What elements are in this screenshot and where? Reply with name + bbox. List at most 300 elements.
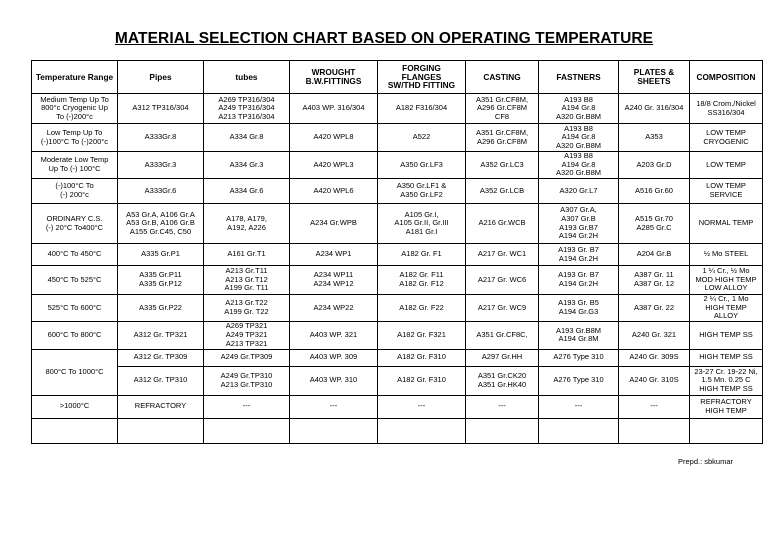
header-forging-flanges-line: FORGING bbox=[402, 63, 441, 74]
fastners-cell bbox=[539, 124, 619, 152]
forging-flanges-line: A182 Gr. F321 bbox=[397, 329, 446, 339]
plates-sheets-cell bbox=[619, 152, 690, 179]
tubes-line: A213 Gr.T12 bbox=[225, 274, 268, 284]
forging-flanges-cell bbox=[378, 204, 466, 244]
tubes-cell bbox=[204, 321, 290, 349]
fastners-line: A193 B8 bbox=[564, 123, 593, 133]
tubes-cell bbox=[204, 204, 290, 244]
wrought-fittings-line: A420 WPL3 bbox=[313, 159, 354, 169]
fastners-cell bbox=[539, 152, 619, 179]
casting-cell bbox=[466, 349, 539, 366]
forging-flanges-cell bbox=[378, 94, 466, 124]
composition-line: 23-27 Cr. 19-22 Ni, bbox=[694, 366, 758, 376]
wrought-fittings-line: A234 Gr.WPB bbox=[310, 218, 357, 228]
forging-flanges-line: A182 Gr. F11 bbox=[399, 270, 444, 280]
table-row bbox=[32, 152, 763, 179]
wrought-fittings-cell bbox=[290, 152, 378, 179]
temperature-range-line: 525°C To 600°C bbox=[47, 302, 102, 312]
casting-cell bbox=[466, 395, 539, 418]
pipes-line: A333Gr.3 bbox=[144, 159, 177, 169]
pipes-line: A312 Gr. TP310 bbox=[133, 375, 188, 385]
wrought-fittings-line: A403 WP. 321 bbox=[309, 329, 358, 339]
plates-sheets-cell bbox=[619, 124, 690, 152]
header-wrought-fittings-line: WROUGHT bbox=[311, 67, 356, 78]
temperature-range-cell bbox=[32, 266, 118, 295]
tubes-line: A249 Gr.TP310 bbox=[220, 371, 273, 381]
wrought-fittings-line: A403 WP. 309 bbox=[309, 352, 358, 362]
plates-sheets-line: A516 Gr.60 bbox=[635, 185, 673, 195]
wrought-fittings-cell bbox=[290, 204, 378, 244]
pipes-line: A312 Gr. TP309 bbox=[133, 352, 188, 362]
composition-line: 1.5 Mn. 0.25 C bbox=[701, 375, 751, 385]
composition-cell bbox=[690, 94, 763, 124]
fastners-line: A276 Type 310 bbox=[553, 375, 604, 385]
temperature-range-line: >1000°C bbox=[59, 401, 90, 411]
casting-line: CF8 bbox=[494, 111, 510, 121]
table-row bbox=[32, 395, 763, 418]
tubes-line: A178, A179, bbox=[226, 213, 267, 223]
casting-line: --- bbox=[498, 401, 506, 411]
casting-cell bbox=[466, 366, 539, 395]
material-selection-table bbox=[31, 60, 763, 444]
forging-flanges-cell bbox=[378, 295, 466, 322]
tubes-cell bbox=[204, 94, 290, 124]
tubes-line: A213 TP316/304 bbox=[218, 111, 275, 121]
forging-flanges-cell bbox=[378, 418, 466, 443]
casting-cell bbox=[466, 295, 539, 322]
tubes-cell bbox=[204, 349, 290, 366]
pipes-cell bbox=[118, 124, 204, 152]
header-casting bbox=[466, 61, 539, 94]
forging-flanges-line: A182 Gr. F12 bbox=[399, 279, 444, 288]
wrought-fittings-cell bbox=[290, 266, 378, 295]
fastners-line: A276 Type 310 bbox=[553, 352, 604, 362]
casting-line: A351 Gr.CF8M, bbox=[475, 94, 529, 104]
tubes-cell bbox=[204, 124, 290, 152]
tubes-line: A249 Gr.TP309 bbox=[220, 352, 273, 362]
plates-sheets-cell bbox=[619, 395, 690, 418]
temperature-range-cell bbox=[32, 418, 118, 443]
composition-cell bbox=[690, 204, 763, 244]
casting-line: A296 Gr.CF8M bbox=[476, 103, 528, 113]
forging-flanges-cell bbox=[378, 244, 466, 266]
fastners-line: A194 Gr.8M bbox=[558, 334, 599, 344]
temperature-range-cell bbox=[32, 295, 118, 322]
pipes-cell bbox=[118, 94, 204, 124]
forging-flanges-cell bbox=[378, 152, 466, 179]
temperature-range-cell bbox=[32, 124, 118, 152]
fastners-line: A320 Gr.B8M bbox=[555, 111, 602, 121]
composition-cell bbox=[690, 244, 763, 266]
wrought-fittings-line: A234 WP1 bbox=[315, 249, 352, 259]
composition-line: REFRACTORY bbox=[700, 397, 752, 407]
composition-line: LOW TEMP bbox=[706, 181, 746, 191]
table-row bbox=[32, 179, 763, 204]
wrought-fittings-line: A234 WP12 bbox=[313, 279, 354, 288]
temperature-range-line: (-) 200°c bbox=[60, 190, 89, 199]
header-plates-sheets-line: PLATES & bbox=[633, 67, 675, 78]
header-casting-line: CASTING bbox=[483, 71, 521, 82]
casting-line: A217 Gr. WC1 bbox=[477, 249, 527, 259]
forging-flanges-cell bbox=[378, 366, 466, 395]
fastners-cell bbox=[539, 349, 619, 366]
header-wrought-fittings-line: B.W.FITTINGS bbox=[305, 76, 362, 86]
header-forging-flanges-line: SW/THD FITTING bbox=[387, 80, 456, 91]
casting-line: A351 Gr.CF8C, bbox=[476, 329, 528, 339]
fastners-line: A320 Gr.B8M bbox=[555, 168, 602, 178]
pipes-cell bbox=[118, 179, 204, 204]
fastners-line: A194 Gr.G3 bbox=[558, 306, 599, 316]
casting-line: A351 Gr.CF8M, bbox=[475, 127, 529, 137]
tubes-cell bbox=[204, 244, 290, 266]
fastners-line: A307 Gr.B bbox=[561, 213, 596, 223]
composition-line: HIGH TEMP SS bbox=[699, 384, 753, 394]
header-plates-sheets-line: SHEETS bbox=[637, 76, 671, 86]
forging-flanges-cell bbox=[378, 124, 466, 152]
pipes-line: A53 Gr.A, A106 Gr.A bbox=[126, 209, 195, 219]
composition-line: ALLOY bbox=[713, 311, 739, 321]
header-pipes bbox=[118, 61, 204, 94]
pipes-line: A333Gr.6 bbox=[144, 185, 177, 195]
pipes-cell bbox=[118, 295, 204, 322]
header-fastners bbox=[539, 61, 619, 94]
forging-flanges-line: A105 Gr.II, Gr.III bbox=[394, 218, 449, 228]
tubes-line: A269 TP316/304 bbox=[218, 94, 275, 104]
table-row bbox=[32, 366, 763, 395]
table-row bbox=[32, 418, 763, 443]
fastners-line: A194 Gr.2H bbox=[558, 253, 599, 263]
header-composition bbox=[690, 61, 763, 94]
temperature-range-cell bbox=[32, 244, 118, 266]
pipes-line: A312 TP316/304 bbox=[132, 103, 189, 113]
temperature-range-line: 800°c Cryogenic Up bbox=[41, 103, 108, 113]
composition-cell bbox=[690, 395, 763, 418]
fastners-cell bbox=[539, 204, 619, 244]
temperature-range-line: 450°C To 525°C bbox=[47, 274, 102, 284]
wrought-fittings-line: A403 WP. 316/304 bbox=[302, 103, 365, 113]
temperature-range-cell bbox=[32, 179, 118, 204]
forging-flanges-line: A350 Gr.LF1 & bbox=[396, 181, 447, 191]
tubes-line: A213 Gr.T11 bbox=[225, 266, 268, 276]
tubes-cell bbox=[204, 179, 290, 204]
forging-flanges-line: A181 Gr.I bbox=[405, 226, 438, 236]
composition-line: SERVICE bbox=[709, 190, 743, 199]
header-tubes-line: tubes bbox=[235, 71, 258, 82]
fastners-cell bbox=[539, 179, 619, 204]
pipes-cell bbox=[118, 349, 204, 366]
tubes-cell bbox=[204, 366, 290, 395]
fastners-line: A193 Gr.B7 bbox=[559, 222, 598, 232]
temperature-range-line: (-)100°C To bbox=[55, 181, 94, 191]
plates-sheets-cell bbox=[619, 366, 690, 395]
header-row bbox=[32, 61, 763, 94]
forging-flanges-line: A182 Gr. F310 bbox=[397, 375, 446, 385]
temperature-range-line: Up To (-) 100°C bbox=[48, 164, 101, 173]
casting-line: A352 Gr.LCB bbox=[479, 185, 525, 195]
forging-flanges-line: A182 F316/304 bbox=[395, 103, 448, 113]
tubes-line: A161 Gr.T1 bbox=[227, 249, 266, 259]
temperature-range-line: (-) 20°C To400°C bbox=[45, 222, 104, 232]
temperature-range-line: Moderate Low Temp bbox=[40, 155, 109, 165]
wrought-fittings-line: --- bbox=[329, 401, 338, 411]
plates-sheets-cell bbox=[619, 94, 690, 124]
pipes-line: A53 Gr.B, A106 Gr.B bbox=[126, 218, 195, 228]
composition-line: MOD HIGH TEMP bbox=[695, 274, 757, 284]
composition-line: SS316/304 bbox=[707, 107, 745, 117]
forging-flanges-line: --- bbox=[417, 401, 426, 411]
composition-line: HIGH TEMP bbox=[705, 302, 747, 312]
forging-flanges-cell bbox=[378, 349, 466, 366]
prepared-by-note: Prepd.: sbkumar bbox=[678, 457, 734, 466]
table-row bbox=[32, 244, 763, 266]
composition-cell bbox=[690, 321, 763, 349]
plates-sheets-line: A240 Gr. 321 bbox=[631, 329, 677, 339]
tubes-line: --- bbox=[242, 401, 251, 411]
temperature-range-line: Medium Temp Up To bbox=[40, 94, 109, 104]
composition-line: HIGH TEMP bbox=[705, 405, 747, 415]
fastners-cell bbox=[539, 244, 619, 266]
forging-flanges-line: A350 Gr.LF2 bbox=[400, 190, 443, 199]
temperature-range-line: (-)100°C To (-)200°c bbox=[40, 136, 109, 146]
tubes-line: A334 Gr.6 bbox=[229, 185, 264, 195]
fastners-line: A194 Gr.8 bbox=[561, 103, 596, 113]
wrought-fittings-line: A403 WP. 310 bbox=[309, 375, 358, 385]
forging-flanges-line: A182 Gr. F1 bbox=[401, 249, 442, 259]
wrought-fittings-cell bbox=[290, 179, 378, 204]
wrought-fittings-cell bbox=[290, 244, 378, 266]
table-row bbox=[32, 204, 763, 244]
wrought-fittings-cell bbox=[290, 321, 378, 349]
fastners-line: A194 Gr.8 bbox=[561, 159, 596, 169]
tubes-line: A334 Gr.8 bbox=[229, 132, 264, 142]
header-pipes-line: Pipes bbox=[149, 71, 172, 82]
header-temperature-range-line: Temperature Range bbox=[35, 71, 114, 82]
temperature-range-cell bbox=[32, 395, 118, 418]
tubes-cell bbox=[204, 395, 290, 418]
fastners-line: --- bbox=[574, 401, 583, 411]
fastners-line: A193 Gr.B8M bbox=[555, 325, 602, 335]
plates-sheets-cell bbox=[619, 295, 690, 322]
wrought-fittings-cell bbox=[290, 124, 378, 152]
pipes-line: REFRACTORY bbox=[134, 401, 187, 411]
fastners-line: A320 Gr.L7 bbox=[559, 185, 598, 195]
temperature-range-line: Low Temp Up To bbox=[46, 127, 103, 137]
fastners-cell bbox=[539, 94, 619, 124]
pipes-cell bbox=[118, 266, 204, 295]
fastners-line: A194 Gr.2H bbox=[558, 231, 599, 241]
casting-cell bbox=[466, 124, 539, 152]
fastners-cell bbox=[539, 395, 619, 418]
temperature-range-cell bbox=[32, 349, 118, 395]
wrought-fittings-cell bbox=[290, 418, 378, 443]
casting-cell bbox=[466, 204, 539, 244]
pipes-cell bbox=[118, 418, 204, 443]
composition-line: 2 ¼ Cr., 1 Mo bbox=[703, 294, 749, 303]
temperature-range-cell bbox=[32, 321, 118, 349]
fastners-line: A194 Gr.8 bbox=[561, 132, 596, 142]
composition-cell bbox=[690, 152, 763, 179]
casting-cell bbox=[466, 244, 539, 266]
header-temperature-range bbox=[32, 61, 118, 94]
fastners-line: A307 Gr.A, bbox=[560, 205, 597, 215]
tubes-cell bbox=[204, 418, 290, 443]
forging-flanges-line: A182 Gr. F310 bbox=[397, 352, 446, 362]
tubes-line: A213 Gr.TP310 bbox=[220, 379, 273, 389]
casting-line: A217 Gr. WC9 bbox=[477, 302, 527, 312]
fastners-line: A193 Gr. B5 bbox=[558, 298, 599, 308]
wrought-fittings-cell bbox=[290, 366, 378, 395]
plates-sheets-line: A203 Gr.D bbox=[636, 159, 672, 169]
tubes-line: A249 TP316/304 bbox=[218, 103, 275, 113]
fastners-cell bbox=[539, 366, 619, 395]
composition-cell bbox=[690, 349, 763, 366]
casting-line: A297 Gr.HH bbox=[481, 352, 523, 362]
temperature-range-line: To (-)200°c bbox=[56, 111, 93, 121]
plates-sheets-line: A515 Gr.70 bbox=[635, 213, 673, 223]
temperature-range-line: 400°C To 450°C bbox=[47, 249, 102, 259]
composition-cell bbox=[690, 295, 763, 322]
forging-flanges-line: A522 bbox=[412, 132, 431, 142]
casting-cell bbox=[466, 94, 539, 124]
wrought-fittings-cell bbox=[290, 395, 378, 418]
forging-flanges-line: A182 Gr. F22 bbox=[399, 302, 444, 312]
forging-flanges-cell bbox=[378, 266, 466, 295]
header-forging-flanges-line: FLANGES bbox=[401, 71, 442, 82]
wrought-fittings-line: A234 WP11 bbox=[313, 270, 354, 280]
header-wrought-fittings bbox=[290, 61, 378, 94]
composition-cell bbox=[690, 418, 763, 443]
page-title: MATERIAL SELECTION CHART BASED ON OPERATING TEMPERATURE bbox=[114, 30, 654, 47]
pipes-line: A155 Gr.C45, C50 bbox=[129, 226, 192, 236]
casting-cell bbox=[466, 321, 539, 349]
fastners-cell bbox=[539, 321, 619, 349]
tubes-cell bbox=[204, 152, 290, 179]
tubes-line: A199 Gr. T22 bbox=[224, 306, 269, 316]
pipes-line: A335 Gr.P12 bbox=[139, 279, 182, 288]
fastners-cell bbox=[539, 295, 619, 322]
composition-cell bbox=[690, 266, 763, 295]
composition-line: ½ Mo STEEL bbox=[703, 249, 749, 259]
tubes-line: A192, A226 bbox=[227, 222, 266, 232]
fastners-line: A193 Gr. B7 bbox=[558, 244, 599, 254]
plates-sheets-cell bbox=[619, 349, 690, 366]
fastners-line: A193 Gr. B7 bbox=[558, 270, 599, 280]
pipes-line: A335 Gr.P22 bbox=[139, 302, 182, 312]
composition-line: 1 ¼ Cr., ½ Mo bbox=[702, 266, 750, 276]
tubes-line: A199 Gr. T11 bbox=[224, 283, 269, 293]
fastners-cell bbox=[539, 266, 619, 295]
temperature-range-line: 800°C To 1000°C bbox=[45, 366, 104, 376]
tubes-line: A334 Gr.3 bbox=[229, 159, 264, 169]
composition-cell bbox=[690, 366, 763, 395]
fastners-line: A193 B8 bbox=[564, 151, 593, 161]
composition-line: HIGH TEMP SS bbox=[699, 352, 753, 362]
casting-line: A351 Gr.CK20 bbox=[477, 371, 527, 381]
pipes-cell bbox=[118, 366, 204, 395]
casting-line: A217 Gr. WC6 bbox=[477, 274, 527, 284]
tubes-cell bbox=[204, 266, 290, 295]
plates-sheets-cell bbox=[619, 266, 690, 295]
plates-sheets-line: A240 Gr. 310S bbox=[629, 375, 679, 385]
table-row bbox=[32, 321, 763, 349]
composition-line: LOW TEMP bbox=[706, 127, 746, 137]
pipes-line: A335 Gr.P11 bbox=[139, 270, 182, 280]
pipes-line: A333Gr.8 bbox=[144, 132, 177, 142]
pipes-line: A312 Gr. TP321 bbox=[133, 329, 188, 339]
tubes-line: A249 TP321 bbox=[225, 329, 268, 339]
tubes-line: A213 TP321 bbox=[225, 338, 268, 348]
plates-sheets-cell bbox=[619, 179, 690, 204]
plates-sheets-line: A353 bbox=[645, 132, 663, 142]
temperature-range-line: ORDINARY C.S. bbox=[46, 213, 103, 223]
header-composition-line: COMPOSITION bbox=[696, 71, 756, 82]
composition-cell bbox=[690, 179, 763, 204]
pipes-cell bbox=[118, 204, 204, 244]
temperature-range-cell bbox=[32, 152, 118, 179]
plates-sheets-line: A285 Gr.C bbox=[636, 222, 672, 232]
pipes-cell bbox=[118, 321, 204, 349]
composition-line: NORMAL TEMP bbox=[698, 218, 754, 228]
forging-flanges-line: A105 Gr.I, bbox=[404, 209, 439, 219]
composition-line: 18/8 Crom./Nickel bbox=[696, 98, 756, 108]
forging-flanges-cell bbox=[378, 321, 466, 349]
wrought-fittings-line: A420 WPL6 bbox=[313, 185, 354, 195]
plates-sheets-line: A387 Gr. 11 bbox=[634, 270, 674, 280]
wrought-fittings-cell bbox=[290, 349, 378, 366]
wrought-fittings-cell bbox=[290, 295, 378, 322]
composition-cell bbox=[690, 124, 763, 152]
header-tubes bbox=[204, 61, 290, 94]
header-fastners-line: FASTNERS bbox=[556, 71, 601, 82]
table-row bbox=[32, 266, 763, 295]
forging-flanges-cell bbox=[378, 395, 466, 418]
plates-sheets-line: A240 Gr. 316/304 bbox=[624, 103, 684, 113]
casting-cell bbox=[466, 152, 539, 179]
pipes-cell bbox=[118, 244, 204, 266]
forging-flanges-cell bbox=[378, 179, 466, 204]
casting-cell bbox=[466, 418, 539, 443]
table-row bbox=[32, 124, 763, 152]
casting-line: A351 Gr.HK40 bbox=[477, 379, 527, 389]
plates-sheets-line: A387 Gr. 12 bbox=[633, 279, 675, 288]
pipes-line: A335 Gr.P1 bbox=[141, 249, 180, 259]
casting-line: A352 Gr.LC3 bbox=[480, 159, 524, 169]
casting-line: A216 Gr.WCB bbox=[478, 218, 526, 228]
forging-flanges-line: A350 Gr.LF3 bbox=[400, 159, 443, 169]
plates-sheets-line: A204 Gr.B bbox=[636, 249, 672, 259]
pipes-cell bbox=[118, 152, 204, 179]
tubes-line: A213 Gr.T22 bbox=[225, 298, 268, 308]
composition-line: LOW TEMP bbox=[706, 159, 746, 169]
wrought-fittings-line: A420 WPL8 bbox=[313, 132, 354, 142]
tubes-cell bbox=[204, 295, 290, 322]
fastners-line: A320 Gr.B8M bbox=[555, 140, 602, 150]
composition-line: CRYOGENIC bbox=[703, 136, 749, 146]
fastners-line: A194 Gr.2H bbox=[558, 279, 599, 288]
pipes-cell bbox=[118, 395, 204, 418]
plates-sheets-line: A387 Gr. 22 bbox=[633, 302, 675, 312]
fastners-cell bbox=[539, 418, 619, 443]
casting-line: A296 Gr.CF8M bbox=[476, 136, 528, 146]
table-row bbox=[32, 349, 763, 366]
casting-cell bbox=[466, 179, 539, 204]
composition-line: HIGH TEMP SS bbox=[699, 329, 753, 339]
header-forging-flanges bbox=[378, 61, 466, 94]
plates-sheets-cell bbox=[619, 204, 690, 244]
table-row bbox=[32, 94, 763, 124]
wrought-fittings-cell bbox=[290, 94, 378, 124]
composition-line: LOW ALLOY bbox=[704, 283, 748, 293]
